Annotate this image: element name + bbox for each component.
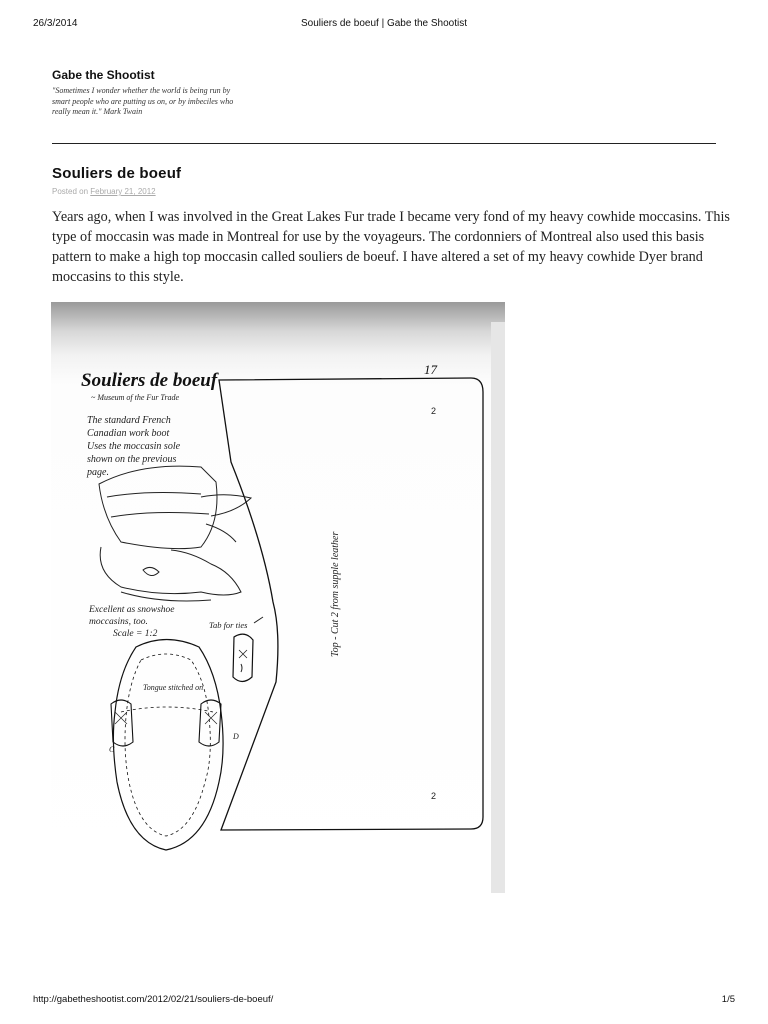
header-divider (52, 143, 716, 144)
print-header (33, 18, 735, 32)
page-edge (491, 322, 505, 893)
tongue-label: Tongue stitched on (143, 683, 204, 692)
post-body: Years ago, when I was involved in the Great Lakes Fur trade I became very fond of my heavy cowhide moccasins. This type of moccasin was made in Montreal for use by the voyageurs. The cordonniers of Montreal also used this basis pattern to make a high top moccasin called souliers de boeuf. I have altered a set of my heavy cowhide Dyer brand moccasins to this style. (52, 209, 730, 285)
tab-arrow (254, 617, 263, 623)
right-tab-x (205, 712, 217, 724)
tab-piece (233, 634, 253, 681)
note-line: page. (87, 467, 109, 478)
figure-heading: Souliers de boeuf (81, 370, 218, 391)
tab-x-mark (239, 650, 247, 658)
mark-2-bottom: 2 (431, 791, 437, 801)
snowshoe-line: Scale = 1:2 (113, 629, 158, 639)
note-line: The standard French (87, 415, 171, 426)
tab-slot (241, 664, 242, 672)
boot-illustration (99, 466, 251, 601)
post-title[interactable]: Souliers de boeuf (52, 165, 182, 182)
pattern-image (51, 302, 505, 893)
snowshoe-line: moccasins, too. (89, 617, 148, 627)
figure-note (86, 415, 181, 478)
tab-label: Tab for ties (209, 620, 248, 630)
print-page-title: Souliers de boeuf | Gabe the Shootist (300, 18, 468, 29)
figure-source: ~ Museum of the Fur Trade (91, 393, 180, 402)
left-tab-x (115, 712, 127, 724)
print-date: 26/3/2014 (33, 18, 78, 29)
post-meta (52, 187, 156, 196)
note-line: shown on the previous (87, 454, 177, 465)
top-label: Top - Cut 2 from supple leather (330, 531, 341, 657)
mark-d: D (233, 732, 239, 741)
mark-c: C (109, 745, 115, 754)
pattern-drawing (51, 302, 505, 893)
snowshoe-note (88, 605, 174, 639)
top-pattern-piece (219, 378, 483, 830)
note-line: Uses the moccasin sole (87, 441, 181, 452)
print-footer (33, 994, 735, 1008)
snowshoe-line: Excellent as snowshoe (89, 605, 175, 615)
note-line: Canadian work boot (87, 428, 170, 439)
site-header (52, 68, 242, 118)
print-page-number: 1/5 (721, 994, 735, 1005)
figure-page-number: 17 (424, 362, 437, 377)
mark-2-top: 2 (431, 406, 437, 416)
post-date-link[interactable]: February 21, 2012 (90, 187, 156, 196)
site-title[interactable]: Gabe the Shootist (52, 68, 155, 82)
print-url[interactable]: http://gabetheshootist.com/2012/02/21/souliers-de-boeuf/ (33, 994, 274, 1005)
posted-on-label: Posted on (52, 187, 91, 196)
site-description: "Sometimes I wonder whether the world is being run by smart people who are putting us on, or by imbeciles who really mean it." Mark Twain (52, 86, 234, 116)
